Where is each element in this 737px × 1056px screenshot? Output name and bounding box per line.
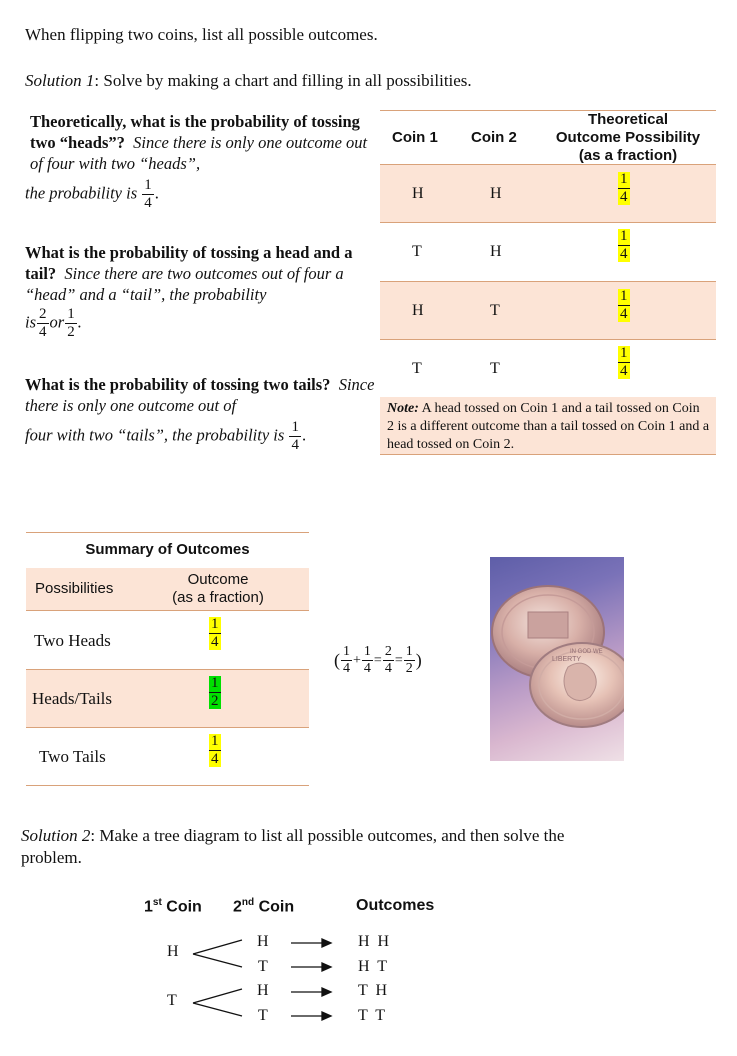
coin-text-2: IN GOD WE [570,649,603,655]
row-coin2: T [490,302,500,319]
tree-header-first: 1st Coin [144,897,202,916]
tree-outcome: T H [358,982,388,999]
note-label: Note: [387,401,419,416]
eq-equals-2: = [394,652,403,668]
row-coin2: H [490,185,502,202]
eq-equals-1: = [373,652,382,668]
eq-fraction-3: $\frac{2}{4}$ [384,644,392,676]
row-coin2: T [490,360,500,377]
tree-branch-line [193,989,242,1003]
tree-branch-line [193,954,242,967]
q2-is: is [25,312,37,332]
row-coin1: H [412,302,424,319]
summary-col2: Outcome (as a fraction) [172,571,264,606]
tree-branch-label: T [258,958,268,975]
tree-branch-label: H [257,933,269,950]
solution1-text: : Solve by making a chart and filling in all possibilities. [94,71,472,90]
header-coin1: Coin 1 [392,129,438,146]
summary-row-label: Two Tails [39,747,106,766]
summary-row-fraction: $\frac{1}{4}$ [211,733,219,767]
row-fraction: $\frac{1}{4}$ [620,171,628,205]
row-fraction: $\frac{1}{4}$ [620,345,628,379]
row-coin1: H [412,185,424,202]
q1-italic2: the probability is [25,183,138,203]
solution2-label: Solution 2 [21,826,91,845]
header-theoretical: Theoretical Outcome Possibility (as a fraction) [555,111,701,164]
row-coin2: H [490,243,502,260]
summary-row-fraction: $\frac{1}{2}$ [211,675,219,709]
tree-root-h: H [167,943,179,960]
summary-col1: Possibilities [35,580,114,597]
question-1: Theoretically, what is the probability of tossing two “heads”? Since there is only one outcome out of four with two “heads”, the probability is $\frac{1}{4}$ . [25,112,368,211]
row-fraction: $\frac{1}{4}$ [620,288,628,322]
summary-row-fraction: $\frac{1}{4}$ [211,616,219,650]
q1-italic1: Since there is only one outcome out of four with two “heads”, [30,133,368,173]
eq-fraction-4: $\frac{1}{2}$ [405,644,413,676]
tree-branch-line [193,1003,242,1016]
row-coin1: T [412,243,422,260]
q1-bold: Theoretically, what is the probability of tossing two “heads”? [30,112,360,152]
note-text: A head tossed on Coin 1 and a tail tossed on Coin 2 is a different outcome than a tail tossed on Coin 1 and a head tossed on Coin 2. [387,401,710,452]
q3-italic1: Since there is only one outcome out of [25,375,375,415]
arrow-icon [322,963,331,971]
coin-text-1: LIBERTY [552,656,582,663]
q2-bold: What is the probability of tossing a head and a tail? [25,243,353,283]
tree-branch-line [193,940,242,954]
q3-fraction: $\frac{1}{4}$ [291,419,299,453]
row-fraction: $\frac{1}{4}$ [620,228,628,262]
intro-text: When flipping two coins, list all possible outcomes. [25,25,378,44]
q2-fraction-2: $\frac{1}{2}$ [67,306,75,340]
eq-close-paren: ) [415,650,422,670]
arrow-icon [322,939,331,947]
summary-row-label: Heads/Tails [32,689,113,708]
q2-italic1: Since there are two outcomes out of four a “head” and a “tail”, the probability [25,264,344,304]
solution1-label: Solution 1 [25,71,95,90]
q1-fraction: $\frac{1}{4}$ [144,177,152,211]
tree-header-second: 2nd Coin [233,897,295,916]
tree-header-outcomes: Outcomes [356,897,435,914]
eq-fraction-2: $\frac{1}{4}$ [363,644,371,676]
summary-title: Summary of Outcomes [85,541,250,558]
arrow-icon [322,988,331,996]
tree-root-t: T [167,992,177,1009]
q2-fraction-1: $\frac{2}{4}$ [39,306,47,340]
row-coin1: T [412,360,422,377]
arrow-icon [322,1012,331,1020]
q3-bold: What is the probability of tossing two tails? [25,375,331,394]
solution2-body: : Make a tree diagram to list all possible outcomes, and then solve the problem. [21,826,565,867]
q2-or: or [49,312,65,332]
q3-italic2: four with two “tails”, the probability is [25,425,285,445]
eq-open-paren: ( [334,650,340,670]
summary-row-label: Two Heads [34,631,111,650]
question-2: What is the probability of tossing a head and a tail? Since there are two outcomes out of four a “head” and a “tail”, the probability is $\frac{2}{4}$ or $\frac{1}{2}$ . [25,243,353,340]
tree-outcome: H T [358,958,388,975]
tree-branch-label: T [258,1007,268,1024]
eq-plus: + [353,652,361,668]
header-coin2: Coin 2 [471,129,517,146]
tree-outcome: H H [358,933,390,950]
question-3: What is the probability of tossing two tails? Since there is only one outcome out of four with two “tails”, the probability is $\frac{1}{4}$ . [25,375,375,453]
tree-outcome: T T [358,1007,385,1024]
tree-branch-label: H [257,982,269,999]
eq-fraction-1: $\frac{1}{4}$ [343,644,350,676]
